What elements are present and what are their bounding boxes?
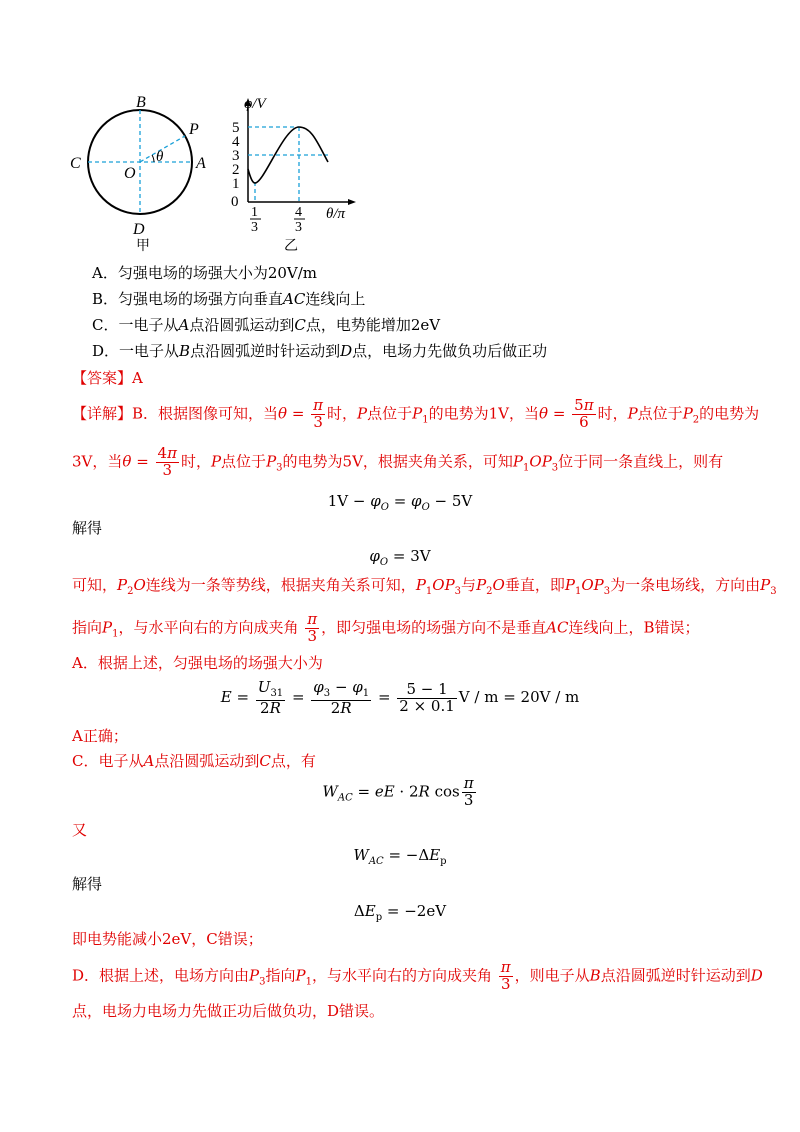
x-tick2-num: 4 bbox=[295, 205, 302, 220]
caption-right: 乙 bbox=[284, 238, 298, 254]
equation-1: $1V - \varphi_O = \varphi_O - 5V$ bbox=[327, 492, 473, 513]
origin-label: 0 bbox=[231, 194, 239, 210]
label-theta: θ bbox=[156, 149, 164, 165]
you-label: 又 bbox=[72, 821, 88, 839]
solve-label-1: 解得 bbox=[72, 519, 103, 537]
y-tick-5: 5 bbox=[232, 120, 240, 136]
label-o: O bbox=[124, 165, 136, 182]
x-tick2-den: 3 bbox=[295, 220, 302, 232]
figure-graph bbox=[222, 92, 362, 232]
y-tick-2: 2 bbox=[232, 162, 240, 178]
equation-5: $W_{AC} = -\Delta E_p$ bbox=[353, 846, 447, 867]
option-c: C．一电子从A点沿圆弧运动到C点，电势能增加2eV bbox=[92, 316, 441, 334]
x-tick1-num: 1 bbox=[251, 205, 258, 220]
equation-2: $\varphi_O = 3V$ bbox=[369, 547, 431, 568]
caption-left: 甲 bbox=[136, 238, 150, 254]
label-b: B bbox=[136, 94, 146, 111]
detail-line-2: 3V，当θ = $\frac{4\pi}{3}$ 时，P点位于$P_3$的电势为5V，根据夹角关系，可知$P_1OP_3$位于同一条直线上，则有 bbox=[72, 444, 724, 479]
solve-label-2: 解得 bbox=[72, 875, 103, 893]
equation-4: $W_{AC}$ = eE · 2R cos $\frac{\pi}{3}$ bbox=[322, 774, 474, 809]
label-a: A bbox=[196, 155, 206, 172]
detail-line-3: 可知，$P_2O$连线为一条等势线，根据夹角关系可知，$P_1OP_3$与$P_2O$垂直，即$P_1OP_3$为一条电场线，方向由$P_3$ bbox=[72, 576, 777, 597]
option-d-analysis-2: 点，电场力电场力先做正功后做负功，D错误。 bbox=[72, 1002, 385, 1020]
y-tick-1: 1 bbox=[232, 176, 240, 192]
answer: 【答案】A bbox=[72, 369, 143, 387]
label-p: P bbox=[189, 121, 199, 138]
detail-line-4: 指向$P_1$，与水平向右的方向成夹角 $\frac{\pi}{3}$ ，即匀强电场的场强方向不是垂直AC连线向上，B错误； bbox=[72, 610, 700, 645]
potential-curve bbox=[248, 127, 328, 183]
option-d-analysis-1: D．根据上述，电场方向由$P_3$指向$P_1$，与水平向右的方向成夹角 $\frac{\pi}{3}$ ，则电子从B点沿圆弧逆时针运动到D bbox=[72, 958, 763, 993]
equation-6: $\Delta E_p = -2eV$ bbox=[353, 902, 447, 923]
theta-arc bbox=[152, 155, 154, 162]
y-axis-label: φ/V bbox=[244, 96, 266, 112]
label-d: D bbox=[133, 221, 145, 238]
detail-line-1: 【详解】B．根据图像可知，当θ = $\frac{\pi}{3}$ 时，P点位于$P_1$的电势为1V，当θ = $\frac{5\pi}{6}$ 时，P点位于$P_2$的电势为 bbox=[72, 396, 760, 431]
option-b: B．匀强电场的场强方向垂直AC连线向上 bbox=[92, 290, 366, 308]
option-a: A．匀强电场的场强大小为20V/m bbox=[92, 264, 318, 282]
option-c-analysis: C．电子从A点沿圆弧运动到C点，有 bbox=[72, 752, 316, 770]
equation-3: E = $\frac{U_{31}}{2R}$ = $\frac{\varphi_3 - \varphi_1}{2R}$ = $\frac{5 - 1}{2 \times 0.1}$ V / m = 20V / m bbox=[220, 678, 580, 717]
option-d: D．一电子从B点沿圆弧逆时针运动到D点，电场力先做负功后做正功 bbox=[92, 342, 548, 360]
y-tick-4: 4 bbox=[232, 134, 240, 150]
c-conclusion: 即电势能减小2eV，C错误； bbox=[72, 930, 263, 948]
x-tick1-den: 3 bbox=[251, 220, 258, 232]
a-correct: A正确； bbox=[72, 727, 128, 745]
figure-circle bbox=[68, 92, 218, 242]
x-axis-label: θ/π bbox=[326, 206, 346, 222]
x-axis-arrow bbox=[348, 199, 356, 205]
y-tick-3: 3 bbox=[232, 148, 240, 164]
label-c: C bbox=[70, 155, 81, 172]
option-a-analysis: A．根据上述，匀强电场的场强大小为 bbox=[72, 654, 323, 672]
